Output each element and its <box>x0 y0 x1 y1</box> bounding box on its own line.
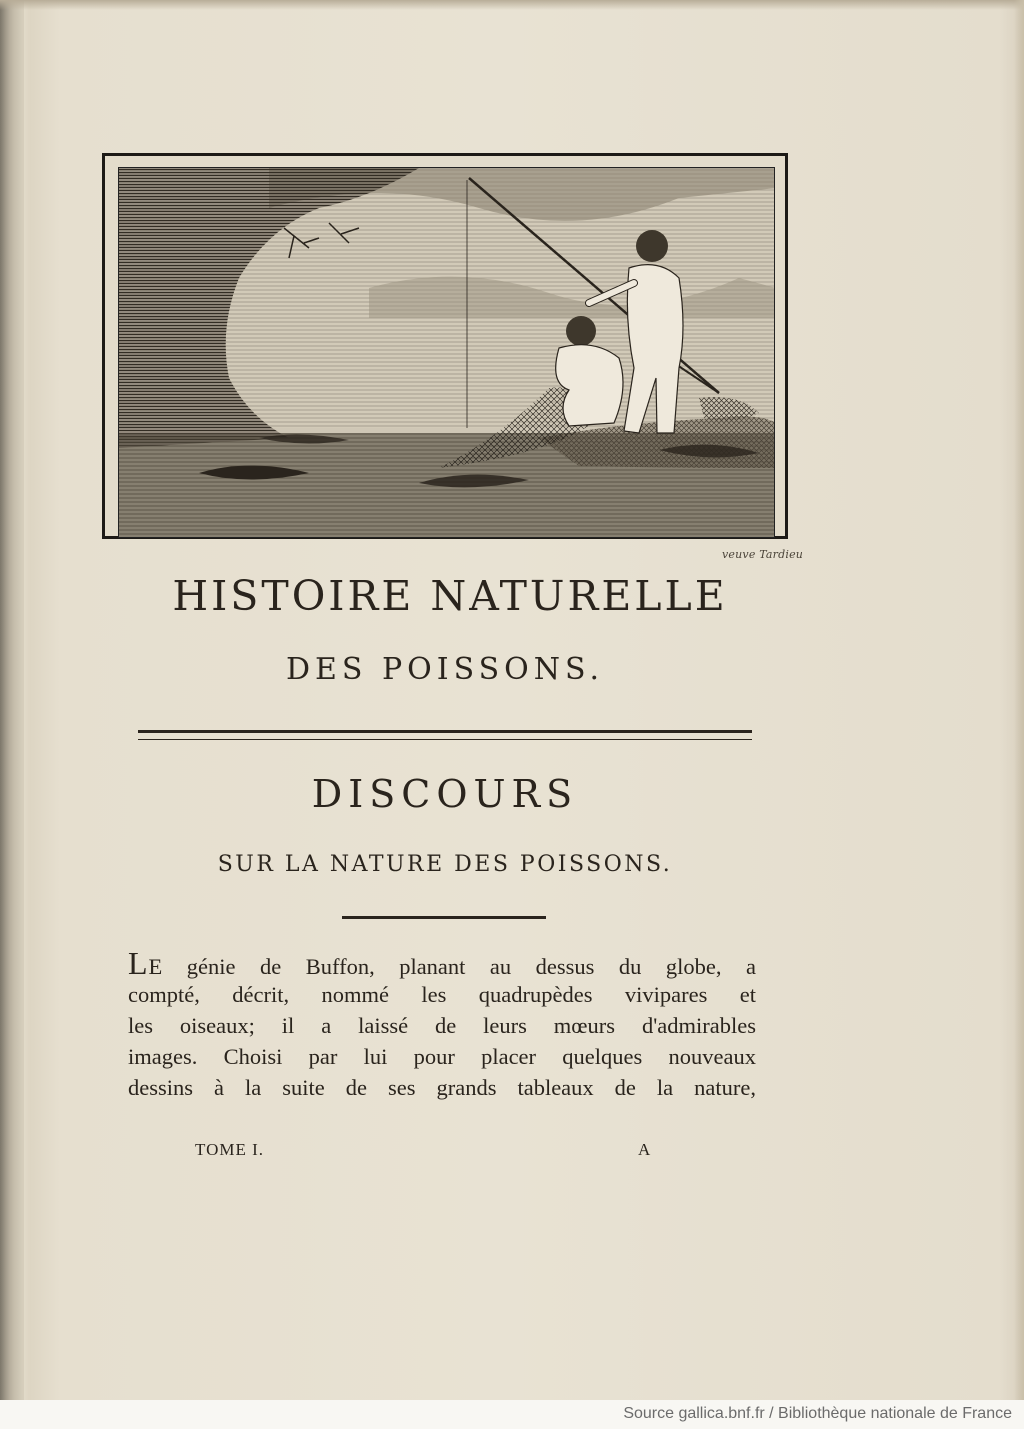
body-line: LE génie de Buffon, planant au dessus du globe, a <box>128 945 756 981</box>
page-right-edge <box>1014 0 1024 1400</box>
body-paragraph <box>128 945 756 1103</box>
engraver-credit: veuve Tardieu <box>722 548 804 561</box>
body-line: dessins à la suite de ses grands tableaux de la nature, <box>128 1075 756 1100</box>
main-title: HISTOIRE NATURELLE <box>172 572 728 620</box>
page-top-shadow <box>0 0 1024 10</box>
section-title: DISCOURS <box>311 772 579 816</box>
section-subtitle: SUR LA NATURE DES POISSONS. <box>217 852 673 877</box>
short-rule <box>342 916 546 919</box>
page-gutter-shadow <box>0 0 24 1400</box>
double-rule-bottom <box>138 739 752 740</box>
signature-mark: A <box>638 1140 651 1159</box>
body-line: images. Choisi par lui pour placer quelques nouveaux <box>128 1044 756 1069</box>
engraving-fishing-scene-icon <box>119 168 775 538</box>
engraving-image <box>118 167 775 538</box>
body-line: compté, décrit, nommé les quadrupèdes vivipares et <box>128 982 756 1007</box>
subtitle: DES POISSONS. <box>285 652 605 687</box>
source-credit: Source gallica.bnf.fr / Bibliothèque nationale de France <box>623 1405 1012 1422</box>
drop-cap: L <box>128 945 149 981</box>
body-line: les oiseaux; il a laissé de leurs mœurs d'admirables <box>128 1013 756 1038</box>
volume-label: TOME I. <box>195 1140 265 1159</box>
double-rule-top <box>138 730 752 733</box>
